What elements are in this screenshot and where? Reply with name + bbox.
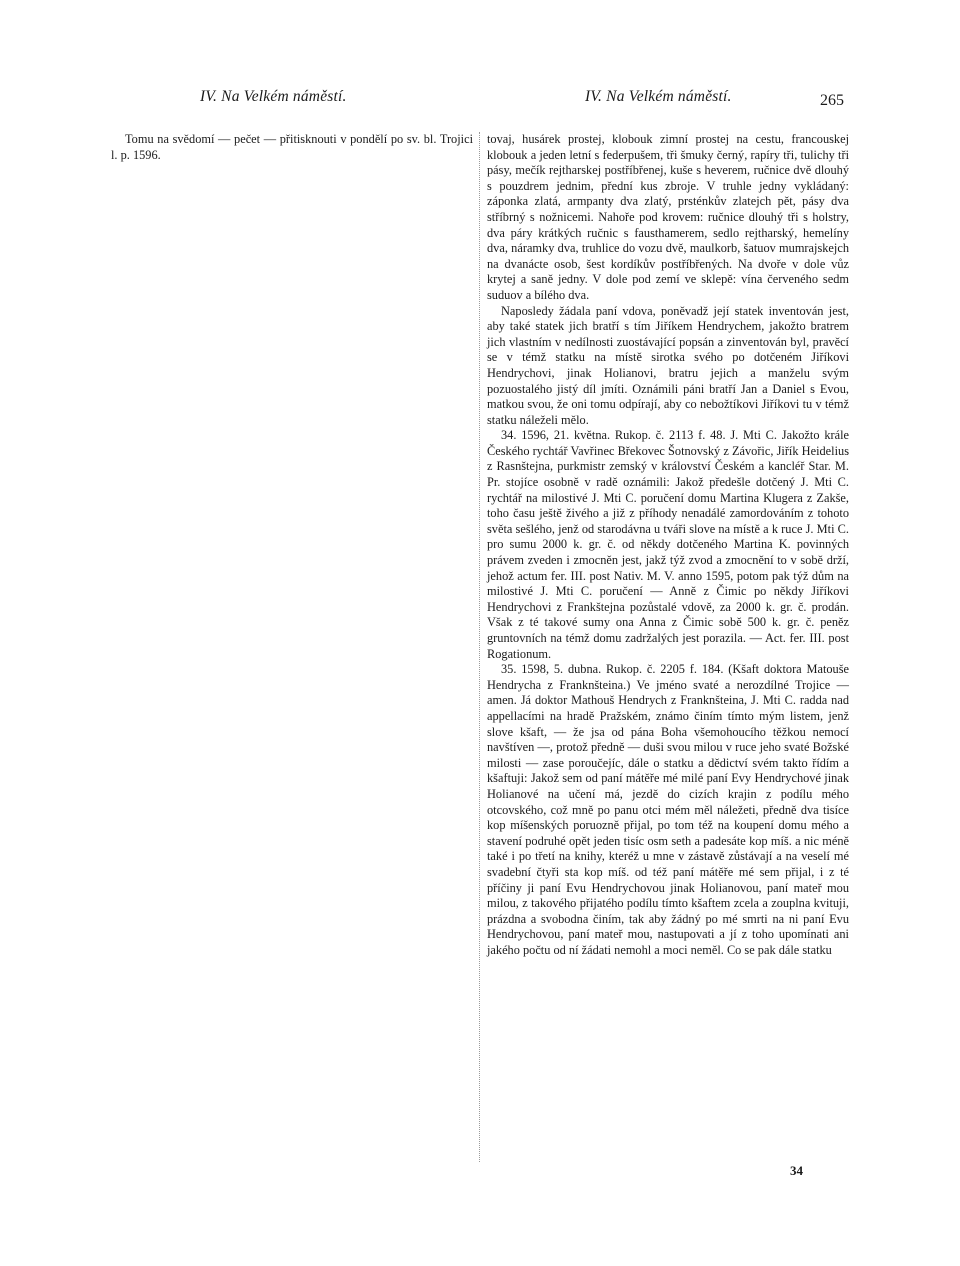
paragraph: tovaj, husárek prostej, klobouk zimní prostej na cestu, francouskej klobouk a jeden letní s federpušem, tři šmuky černý, rapíry tři, tulichy tři pásy, mečík rejtharskej postříbřenej, kuše s heverem, ručnice dvě dlouhý s pouzdrem jednim, přední kus zbroje. V truhle jedny vykládaný: záponka zlatá, armpanty dva zlatý, prsténkův zlatejch pět, pásy dva stříbrný s nožnicemi. Nahoře pod krovem: ručnice dlouhý tři s holstry, dva páry krátkých ručnic s fausthamerem, sedlo rejtharský, hemelíny dva, náramky dva, truhlice do vozu dvě, maulkorb, šatuov mumrajskejch na dvanácte osob, šest kordíkův postříbřených. Na dvoře v dole vůz krytej a saně jedny. V dole pod zemí ve sklepě: vína červeného sedm suduov a bílého dva. bbox=[487, 132, 849, 302]
signature-mark: 34 bbox=[790, 1163, 803, 1178]
running-head-left: IV. Na Velkém náměstí. bbox=[200, 88, 347, 105]
paragraph: 34. 1596, 21. května. Rukop. č. 2113 f. 48. J. Mti C. Jakožto krále Českého rychtář Vavřinec Břekovec Šotnovský z Závořic, Jiřík Heidelius z Rasnštejna, purkmistr zemský v království Českém a kancléř Star. M. Pr. stojíce osobně v radě oznámili: Jakož předešle dotčený J. Mti C. rychtář na milostivé J. Mti C. poručení domu Martina Klugera z Zakše, toho času ještě živého a již z příhody nenadálé zamordováním z tohoto světa sešlého, jenž od starodávna u tváři slove na místě a k ruce J. Mti C. pro sumu 2000 k. gr. č. od někdy dotčeného Martina K. povinných právem zveden i zmocněn jest, jakž týž zvod a zmocnění to v sobě drží, jehož actum fer. III. post Nativ. M. V. anno 1595, potom pak týž dům na milostivé J. Mti C. poručení — Anně z Čimic po někdy Jiříkovi Hendrychovi z Frankštejna pozůstalé vdově, za 2000 k. gr. č. prodán. Však z té takové sumy ona Anna z Čimic sobě 500 k. gr. č. peněz gruntovních na témž domu zadržalých jest porazila. — Act. fer. III. post Rogationum. bbox=[487, 428, 849, 661]
page-number: 265 bbox=[820, 92, 844, 109]
right-column bbox=[487, 132, 849, 958]
paragraph: Naposledy žádala paní vdova, poněvadž její statek inventován jest, aby také statek jich bratří s tím Jiříkem Hendrychem, jakožto bratrem jich vlastním v nedílnosti zuostávající popsán a zinventován byl, pravěcí se v témž statku na místě sirotka svého po dotčeném Jiříkovi Hendrychovi, jinak Holianovi, bratru jejich a manželu svým pozuostalého jistý díl jmíti. Oznámili páni bratří Jan a Daniel s Evou, matkou svou, že oni tomu odpírají, aby co nebožtíkovi Jiříkovi tu v témž statku náleželi mělo. bbox=[487, 303, 849, 427]
column-divider bbox=[479, 132, 480, 1162]
paragraph: 35. 1598, 5. dubna. Rukop. č. 2205 f. 184. (Kšaft doktora Matouše Hendrycha z Franknšteina.) Ve jméno svaté a nerozdílné Trojice — amen. Já doktor Mathouš Hendrych z Franknšteina, J. Mti C. radda nad appellacími na hradě Pražském, známo činím tímto mým listem, jenž slove kšaft, — že jsa od pána Boha všemohoucího těžkou nemocí navštíven —, protož předně — duši svou milou v ruce jeho svaté Božské milosti — zase poroučejíc, dále o statku a dědictví svém takto řídím a kšaftuji: Jakož sem od paní mátěře mé milé paní Evy Hendrychové jinak Holianové na učení má, jezdě do cizích krajin z podílu mého otcovského, což mně po panu otci mém měl náležeti, předně dva tisíce kop míšenských poruozně přijal, po tom též na koupení domu mého a stavení podruhé opět jeden tisíc osm seth a padesáte kop míš. a nic méně také i po třetí na knihy, kteréž u mne v zástavě zůstávají a na veselí mé svadební čtyři sta kop míš. od též paní mátěře mé sem přijal, i z té příčiny ji paní Evu Hendrychovou jinak Holianovou, paní mateř mou milou, z takového přijatého podílu tímto kšaftem zcela a zouplna kvituji, prázdna a svobodna činím, tak aby žádný po mé smrti na ni paní Evu Hendrychovou, paní mateř mou, nastupovati a jí z toho upomínati ani jakého počtu od ní žádati nemohl a moci neměl. Co se pak dále statku bbox=[487, 662, 849, 957]
paragraph: Tomu na svědomí — pečet — přitisknouti v pondělí po sv. bl. Trojici l. p. 1596. bbox=[111, 132, 473, 162]
left-column bbox=[111, 132, 473, 163]
running-head-right: IV. Na Velkém náměstí. bbox=[585, 88, 732, 105]
